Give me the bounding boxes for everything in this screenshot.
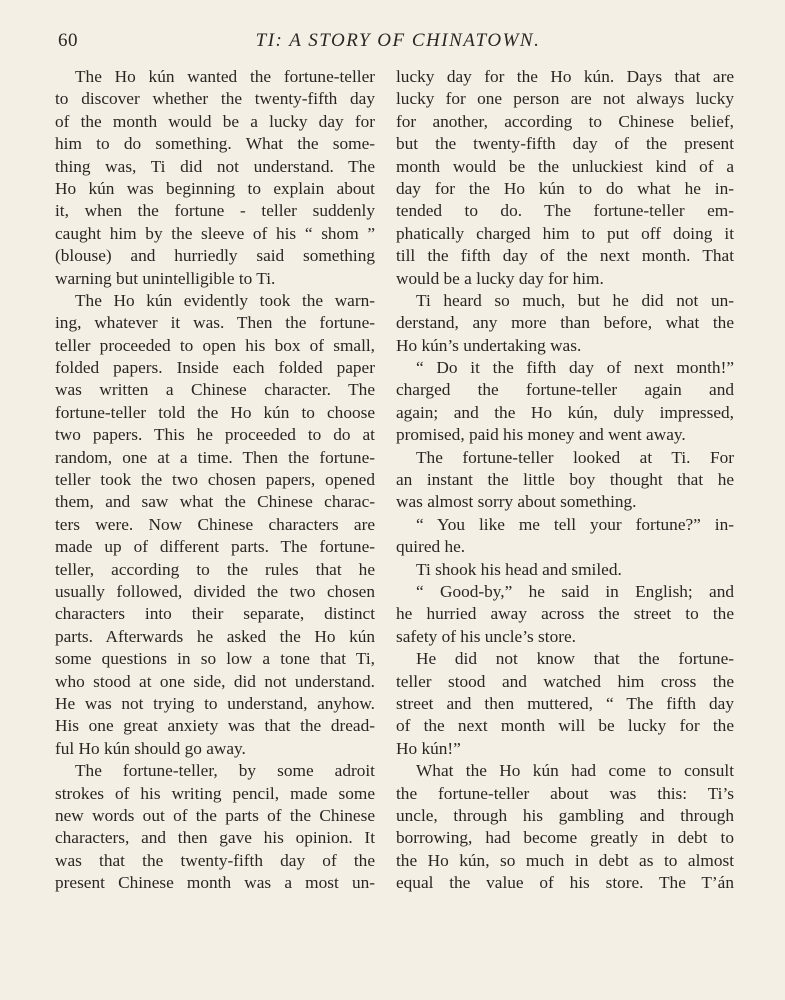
text-line: present Chinese month was a most un- xyxy=(55,873,375,893)
text-line: two papers. This he proceeded to do at xyxy=(55,425,375,445)
text-line: day for the Ho kún to do what he in- xyxy=(396,178,734,198)
text-line: He did not know that the fortune- xyxy=(416,649,734,669)
text-line: fortune-teller told the Ho kún to choose xyxy=(55,402,375,422)
text-line: phatically charged him to put off doing it xyxy=(396,223,734,243)
text-line: usually followed, divided the two chosen xyxy=(55,581,375,601)
text-line: (blouse) and hurriedly said something xyxy=(55,246,375,266)
text-line: lucky day for the Ho kún. Days that are xyxy=(396,67,734,86)
text-line: of the month would be a lucky day for xyxy=(55,111,375,131)
text-column-left xyxy=(55,66,375,894)
text-line: teller proceeded to open his box of small, xyxy=(55,335,375,355)
text-line: Ti shook his head and smiled. xyxy=(416,559,622,579)
text-line: equal the value of his store. The T’án xyxy=(396,873,734,893)
text-line: folded papers. Inside each folded paper xyxy=(55,358,375,378)
text-line: lucky for one person are not always lucky xyxy=(396,89,734,109)
text-line: What the Ho kún had come to consult xyxy=(416,761,734,781)
text-line: month would be the unluckiest kind of a xyxy=(396,156,734,176)
text-line: teller stood and watched him cross the xyxy=(396,671,734,691)
text-line: street and then muttered, “ The fifth day xyxy=(396,693,734,713)
text-line: would be a lucky day for him. xyxy=(396,268,604,288)
text-line: caught him by the sleeve of his “ shom ” xyxy=(55,223,375,243)
text-line: strokes of his writing pencil, made some xyxy=(55,783,375,803)
text-line: of the next month will be lucky for the xyxy=(396,716,734,736)
text-line: ful Ho kún should go away. xyxy=(55,738,246,758)
text-line: till the fifth day of the next month. That xyxy=(396,246,734,266)
text-line: “ You like me tell your fortune?” in- xyxy=(416,514,734,534)
text-line: tended to do. The fortune-teller em- xyxy=(396,201,734,221)
text-line: was written a Chinese character. The xyxy=(55,380,375,400)
text-line: charged the fortune-teller again and xyxy=(396,380,734,400)
text-line: teller, according to the rules that he xyxy=(55,559,375,579)
text-line: but the twenty-fifth day of the present xyxy=(396,134,734,154)
text-line: The fortune-teller, by some adroit xyxy=(75,761,375,781)
text-line: for another, according to Chinese belief, xyxy=(396,111,734,131)
text-line: uncle, through his gambling and through xyxy=(396,805,734,825)
text-line: to discover whether the twenty-fifth day xyxy=(55,89,375,109)
text-line: Ti heard so much, but he did not un- xyxy=(416,290,734,310)
text-line: The fortune-teller looked at Ti. For xyxy=(416,447,734,467)
text-line: was almost sorry about something. xyxy=(396,492,637,512)
text-line: thing was, Ti did not understand. The xyxy=(55,156,375,176)
text-line: teller took the two chosen papers, opened xyxy=(55,470,375,490)
text-line: it, when the fortune - teller suddenly xyxy=(55,201,375,221)
text-line: the fortune-teller about was this: Ti’s xyxy=(396,783,734,803)
text-line: The Ho kún wanted the fortune-teller xyxy=(75,67,375,86)
text-line: His one great anxiety was that the dread- xyxy=(55,716,375,736)
text-line: he hurried away across the street to the xyxy=(396,604,734,624)
text-line: him to do something. What the some- xyxy=(55,134,375,154)
running-title: TI: A STORY OF CHINATOWN. xyxy=(255,30,541,51)
text-line: “ Do it the fifth day of next month!” xyxy=(416,358,734,378)
text-line: He was not trying to understand, anyhow. xyxy=(55,693,375,713)
text-line: Ho kún’s undertaking was. xyxy=(396,335,582,355)
text-line: who stood at one side, did not understand. xyxy=(55,671,375,691)
text-line: made up of different parts. The fortune- xyxy=(55,537,375,557)
text-line: random, one at a time. Then the fortune- xyxy=(55,447,375,467)
text-line: them, and saw what the Chinese charac- xyxy=(55,492,375,512)
text-line: characters, and then gave his opinion. It xyxy=(55,828,375,848)
text-line: the Ho kún, so much in debt as to almost xyxy=(396,850,734,870)
text-line: Ho kún was beginning to explain about xyxy=(55,178,375,198)
text-line: ing, whatever it was. Then the fortune- xyxy=(55,313,375,333)
text-line: was that the twenty-fifth day of the xyxy=(55,850,375,870)
text-line: characters into their separate, distinct xyxy=(55,604,375,624)
text-line: parts. Afterwards he asked the Ho kún xyxy=(55,626,375,646)
text-line: ters were. Now Chinese characters are xyxy=(55,514,375,534)
text-line: an instant the little boy thought that he xyxy=(396,470,734,490)
text-line: warning but unintelligible to Ti. xyxy=(55,268,276,288)
text-line: derstand, any more than before, what the xyxy=(396,313,734,333)
text-line: promised, paid his money and went away. xyxy=(396,425,686,445)
text-line: borrowing, had become greatly in debt to xyxy=(396,828,734,848)
page-number: 60 xyxy=(58,30,78,51)
text-line: safety of his uncle’s store. xyxy=(396,626,576,646)
text-column-right xyxy=(396,66,734,894)
text-line: The Ho kún evidently took the warn- xyxy=(75,290,375,310)
text-line: Ho kún!” xyxy=(396,738,461,758)
text-line: some questions in so low a tone that Ti, xyxy=(55,649,375,669)
text-line: new words out of the parts of the Chinese xyxy=(55,805,375,825)
text-line: “ Good-by,” he said in English; and xyxy=(416,581,734,601)
text-line: again; and the Ho kún, duly impressed, xyxy=(396,402,734,422)
text-line: quired he. xyxy=(396,537,466,557)
page-header xyxy=(58,30,738,56)
